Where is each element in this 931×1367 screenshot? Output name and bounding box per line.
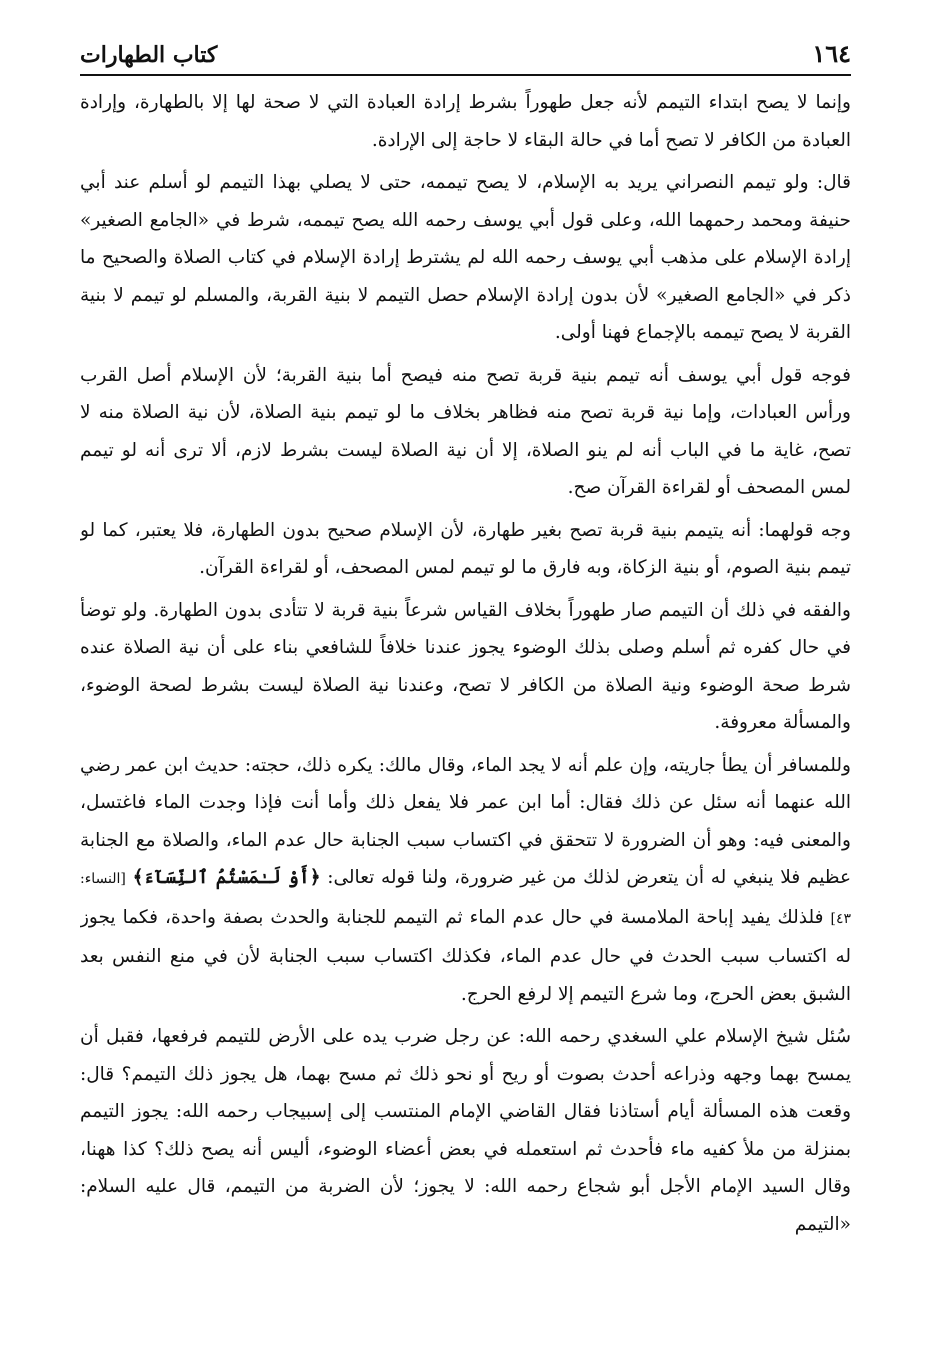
running-title: كتاب الطهارات [80, 42, 218, 68]
paragraph-text: فلذلك يفيد إباحة الملامسة في حال عدم الماء ثم التيمم للجنابة والحدث بصفة واحدة، فكما يجوز له اكتساب سبب الحدث في حال عدم الماء، فكذلك اكتساب سبب الجنابة لأن في منع النفس بعد الشبق بعض الحرج، وما شرع التيمم إلا لرفع الحرج. [80, 906, 851, 1005]
paragraph [80, 747, 851, 1014]
page-header [80, 30, 851, 76]
quran-verse: ﴿أَوْ لَـٰمَسْتُمُ ٱلنِّسَآءَ﴾ [132, 867, 321, 888]
page-body [80, 84, 851, 1337]
paragraph-text: وللمسافر أن يطأ جاريته، وإن علم أنه لا يجد الماء، وقال مالك: يكره ذلك، حجته: حديث ابن عمر رضي الله عنهما أنه سئل عن ذلك فقال: أما ابن عمر فلا يفعل ذلك وأما أنت فإذا وجدت الماء فاغتسل، والمعنى فيه: وهو أن الضرورة لا تتحقق في اكتساب سبب الجنابة حال عدم الماء، والصلاة مع الجنابة عظيم فلا ينبغي له أن يتعرض لذلك من غير ضرورة، ولنا قوله تعالى: [80, 754, 851, 888]
verse-citation: [النساء: ٤٣] [80, 871, 851, 927]
paragraph: والفقه في ذلك أن التيمم صار طهوراً بخلاف القياس شرعاً بنية قربة لا تتأدى بدون الطهارة. ولو توضأ في حال كفره ثم أسلم وصلى بذلك الوضوء يجوز عندنا خلافاً للشافعي بناء على أن نية الصلاة عنده شرط صحة الوضوء ونية الصلاة من الكافر لا تصح، وعندنا نية الصلاة ليست بشرط لصحة الوضوء، والمسألة معروفة. [80, 599, 851, 733]
paragraph: فوجه قول أبي يوسف أنه تيمم بنية قربة تصح منه فيصح أما بنية القربة؛ لأن الإسلام أصل القرب ورأس العبادات، وإما نية قربة تصح منه فظاهر بخلاف ما لو تيمم بنية الصلاة، لأن نية الصلاة منه لا تصح، غاية ما في الباب أنه لم ينو الصلاة، إلا أن نية الصلاة ليست بشرط لازم، ألا ترى أنه لو تيمم لمس المصحف أو لقراءة القرآن صح. [80, 364, 851, 498]
paragraph: وإنما لا يصح ابتداء التيمم لأنه جعل طهوراً بشرط إرادة العبادة التي لا صحة لها إلا بالطهارة، وإرادة العبادة من الكافر لا تصح أما في حالة البقاء لا حاجة إلى الإرادة. [80, 92, 851, 151]
paragraph: سُئل شيخ الإسلام علي السغدي رحمه الله: عن رجل ضرب يده على الأرض للتيمم فرفعها، فقبل أن يمسح بهما وجهه وذراعه أحدث بصوت أو ريح أو نحو ذلك ثم مسح بهما، هل يجوز ذلك التيمم؟ قال: وقعت هذه المسألة أيام أستاذنا فقال القاضي الإمام المنتسب إلى إسبيجاب رحمه الله: يجوز التيمم بمنزلة من ملأ كفيه ماء فأحدث ثم استعمله في بعض أعضاء الوضوء، أليس أنه يصح ذلك؟ كذا ههنا، وقال السيد الإمام الأجل أبو شجاع رحمه الله: لا يجوز؛ لأن الضربة من التيمم، قال عليه السلام: «التيمم [80, 1026, 851, 1235]
paragraph: وجه قولهما: أنه يتيمم بنية قربة تصح بغير طهارة، لأن الإسلام صحيح بدون الطهارة، فلا يعتبر، كما لو تيمم بنية الصوم، أو بنية الزكاة، وبه فارق ما لو تيمم لمس المصحف، أو لقراءة القرآن. [80, 519, 851, 578]
page-number: ١٦٤ [812, 39, 851, 68]
paragraph: قال: ولو تيمم النصراني يريد به الإسلام، لا يصح تيممه، حتى لا يصلي بهذا التيمم لو أسلم عند أبي حنيفة ومحمد رحمهما الله، وعلى قول أبي يوسف رحمه الله يصح تيممه، شرط في «الجامع الصغير» إرادة الإسلام على مذهب أبي يوسف رحمه الله لم يشترط إرادة الإسلام في كتاب الصلاة والصحيح ما ذكر في «الجامع الصغير» لأن بدون إرادة الإسلام حصل التيمم لا بنية القربة، والمسلم لو تيمم لا بنية القربة لا يصح تيممه بالإجماع فهنا أولى. [80, 172, 851, 343]
